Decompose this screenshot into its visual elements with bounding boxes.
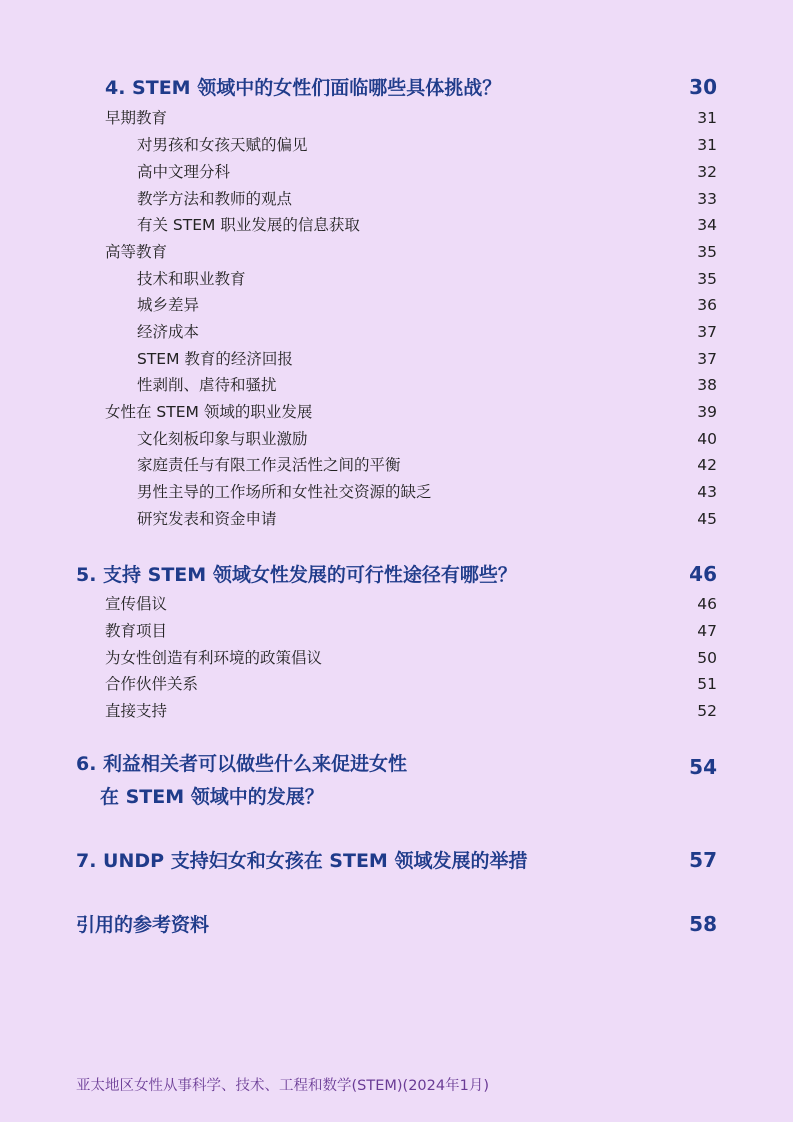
toc-item[interactable]	[105, 699, 717, 721]
toc-item-label: 直接支持	[105, 702, 168, 720]
toc-item-label: 有关 STEM 职业发展的信息获取	[137, 216, 360, 234]
section-title: 7. UNDP 支持妇女和女孩在 STEM 领域发展的举措	[76, 850, 528, 872]
toc-item[interactable]	[105, 672, 717, 694]
toc-item[interactable]	[105, 646, 717, 668]
toc-subitem[interactable]	[137, 320, 717, 342]
page-number: 32	[697, 163, 717, 181]
toc-section-7[interactable]	[76, 846, 717, 873]
page-number: 47	[697, 622, 717, 640]
section-title: 4. STEM 领域中的女性们面临哪些具体挑战？	[105, 77, 502, 99]
toc-item-label: 对男孩和女孩天赋的偏见	[137, 136, 308, 154]
page-number: 31	[697, 136, 717, 154]
toc-item-label: 男性主导的工作场所和女性社交资源的缺乏	[137, 483, 432, 501]
toc-item-label: 教学方法和教师的观点	[137, 190, 293, 208]
page-number: 58	[689, 912, 717, 936]
toc-subitem[interactable]	[137, 133, 717, 155]
toc-item-label: 研究发表和资金申请	[137, 510, 277, 528]
toc-subitem[interactable]	[137, 427, 717, 449]
page-number: 30	[689, 75, 717, 99]
toc-references[interactable]	[76, 910, 717, 937]
toc-item[interactable]	[105, 106, 717, 128]
toc-item-label: 文化刻板印象与职业激励	[137, 430, 308, 448]
toc-subitem[interactable]	[137, 213, 717, 235]
section-title: 6. 利益相关者可以做些什么来促进女性	[76, 753, 408, 775]
page-number: 35	[697, 270, 717, 288]
toc-section-6[interactable]	[76, 749, 717, 779]
toc-item-label: 城乡差异	[137, 296, 200, 314]
toc-item-label: 早期教育	[105, 109, 168, 127]
section-title-line2: 在 STEM 领域中的发展？	[100, 786, 324, 808]
page-number: 39	[697, 403, 717, 421]
section-title: 5. 支持 STEM 领域女性发展的可行性途径有哪些？	[76, 564, 517, 586]
page-number: 45	[697, 510, 717, 528]
toc-item-label: 宣传倡议	[105, 595, 168, 613]
page-number: 35	[697, 243, 717, 261]
toc-item-label: 性剥削、虐待和骚扰	[137, 376, 277, 394]
page-footer: 亚太地区女性从事科学、技术、工程和数学(STEM)(2024年1月)	[76, 1078, 489, 1094]
toc-item-label: 高等教育	[105, 243, 168, 261]
page-number: 37	[697, 323, 717, 341]
page-number: 37	[697, 350, 717, 368]
page-number: 50	[697, 649, 717, 667]
page-number: 42	[697, 456, 717, 474]
page-number: 31	[697, 109, 717, 127]
toc-item-label: 女性在 STEM 领域的职业发展	[105, 403, 313, 421]
toc-item-label: 为女性创造有利环境的政策倡议	[105, 649, 323, 667]
page-number: 52	[697, 702, 717, 720]
toc-item-label: 教育项目	[105, 622, 168, 640]
section-title: 引用的参考资料	[76, 914, 210, 936]
toc-subitem[interactable]	[137, 187, 717, 209]
page-number: 40	[697, 430, 717, 448]
toc-item[interactable]	[105, 240, 717, 262]
toc-subitem[interactable]	[137, 347, 717, 369]
toc-item[interactable]	[105, 592, 717, 614]
toc-item-label: 高中文理分科	[137, 163, 231, 181]
page-number: 51	[697, 675, 717, 693]
toc-item-label: STEM 教育的经济回报	[137, 350, 293, 368]
toc-item-label: 合作伙伴关系	[105, 675, 199, 693]
page-number: 38	[697, 376, 717, 394]
page-number: 33	[697, 190, 717, 208]
toc-item[interactable]	[105, 400, 717, 422]
toc-subitem[interactable]	[137, 293, 717, 315]
toc-item-label: 家庭责任与有限工作灵活性之间的平衡	[137, 456, 401, 474]
toc-subitem[interactable]	[137, 373, 717, 395]
page-number: 54	[689, 755, 717, 779]
toc-item-label: 经济成本	[137, 323, 200, 341]
page-number: 46	[689, 562, 717, 586]
page-number: 57	[689, 848, 717, 872]
page-number: 36	[697, 296, 717, 314]
page-number: 46	[697, 595, 717, 613]
page-number: 43	[697, 483, 717, 501]
toc-section-4[interactable]	[105, 73, 717, 100]
toc-subitem[interactable]	[137, 453, 717, 475]
page-number: 34	[697, 216, 717, 234]
toc-subitem[interactable]	[137, 507, 717, 529]
toc-item-label: 技术和职业教育	[137, 270, 246, 288]
toc-item[interactable]	[105, 619, 717, 641]
toc-subitem[interactable]	[137, 160, 717, 182]
toc-section-5[interactable]	[76, 560, 717, 587]
toc-subitem[interactable]	[137, 267, 717, 289]
toc-subitem[interactable]	[137, 480, 717, 502]
